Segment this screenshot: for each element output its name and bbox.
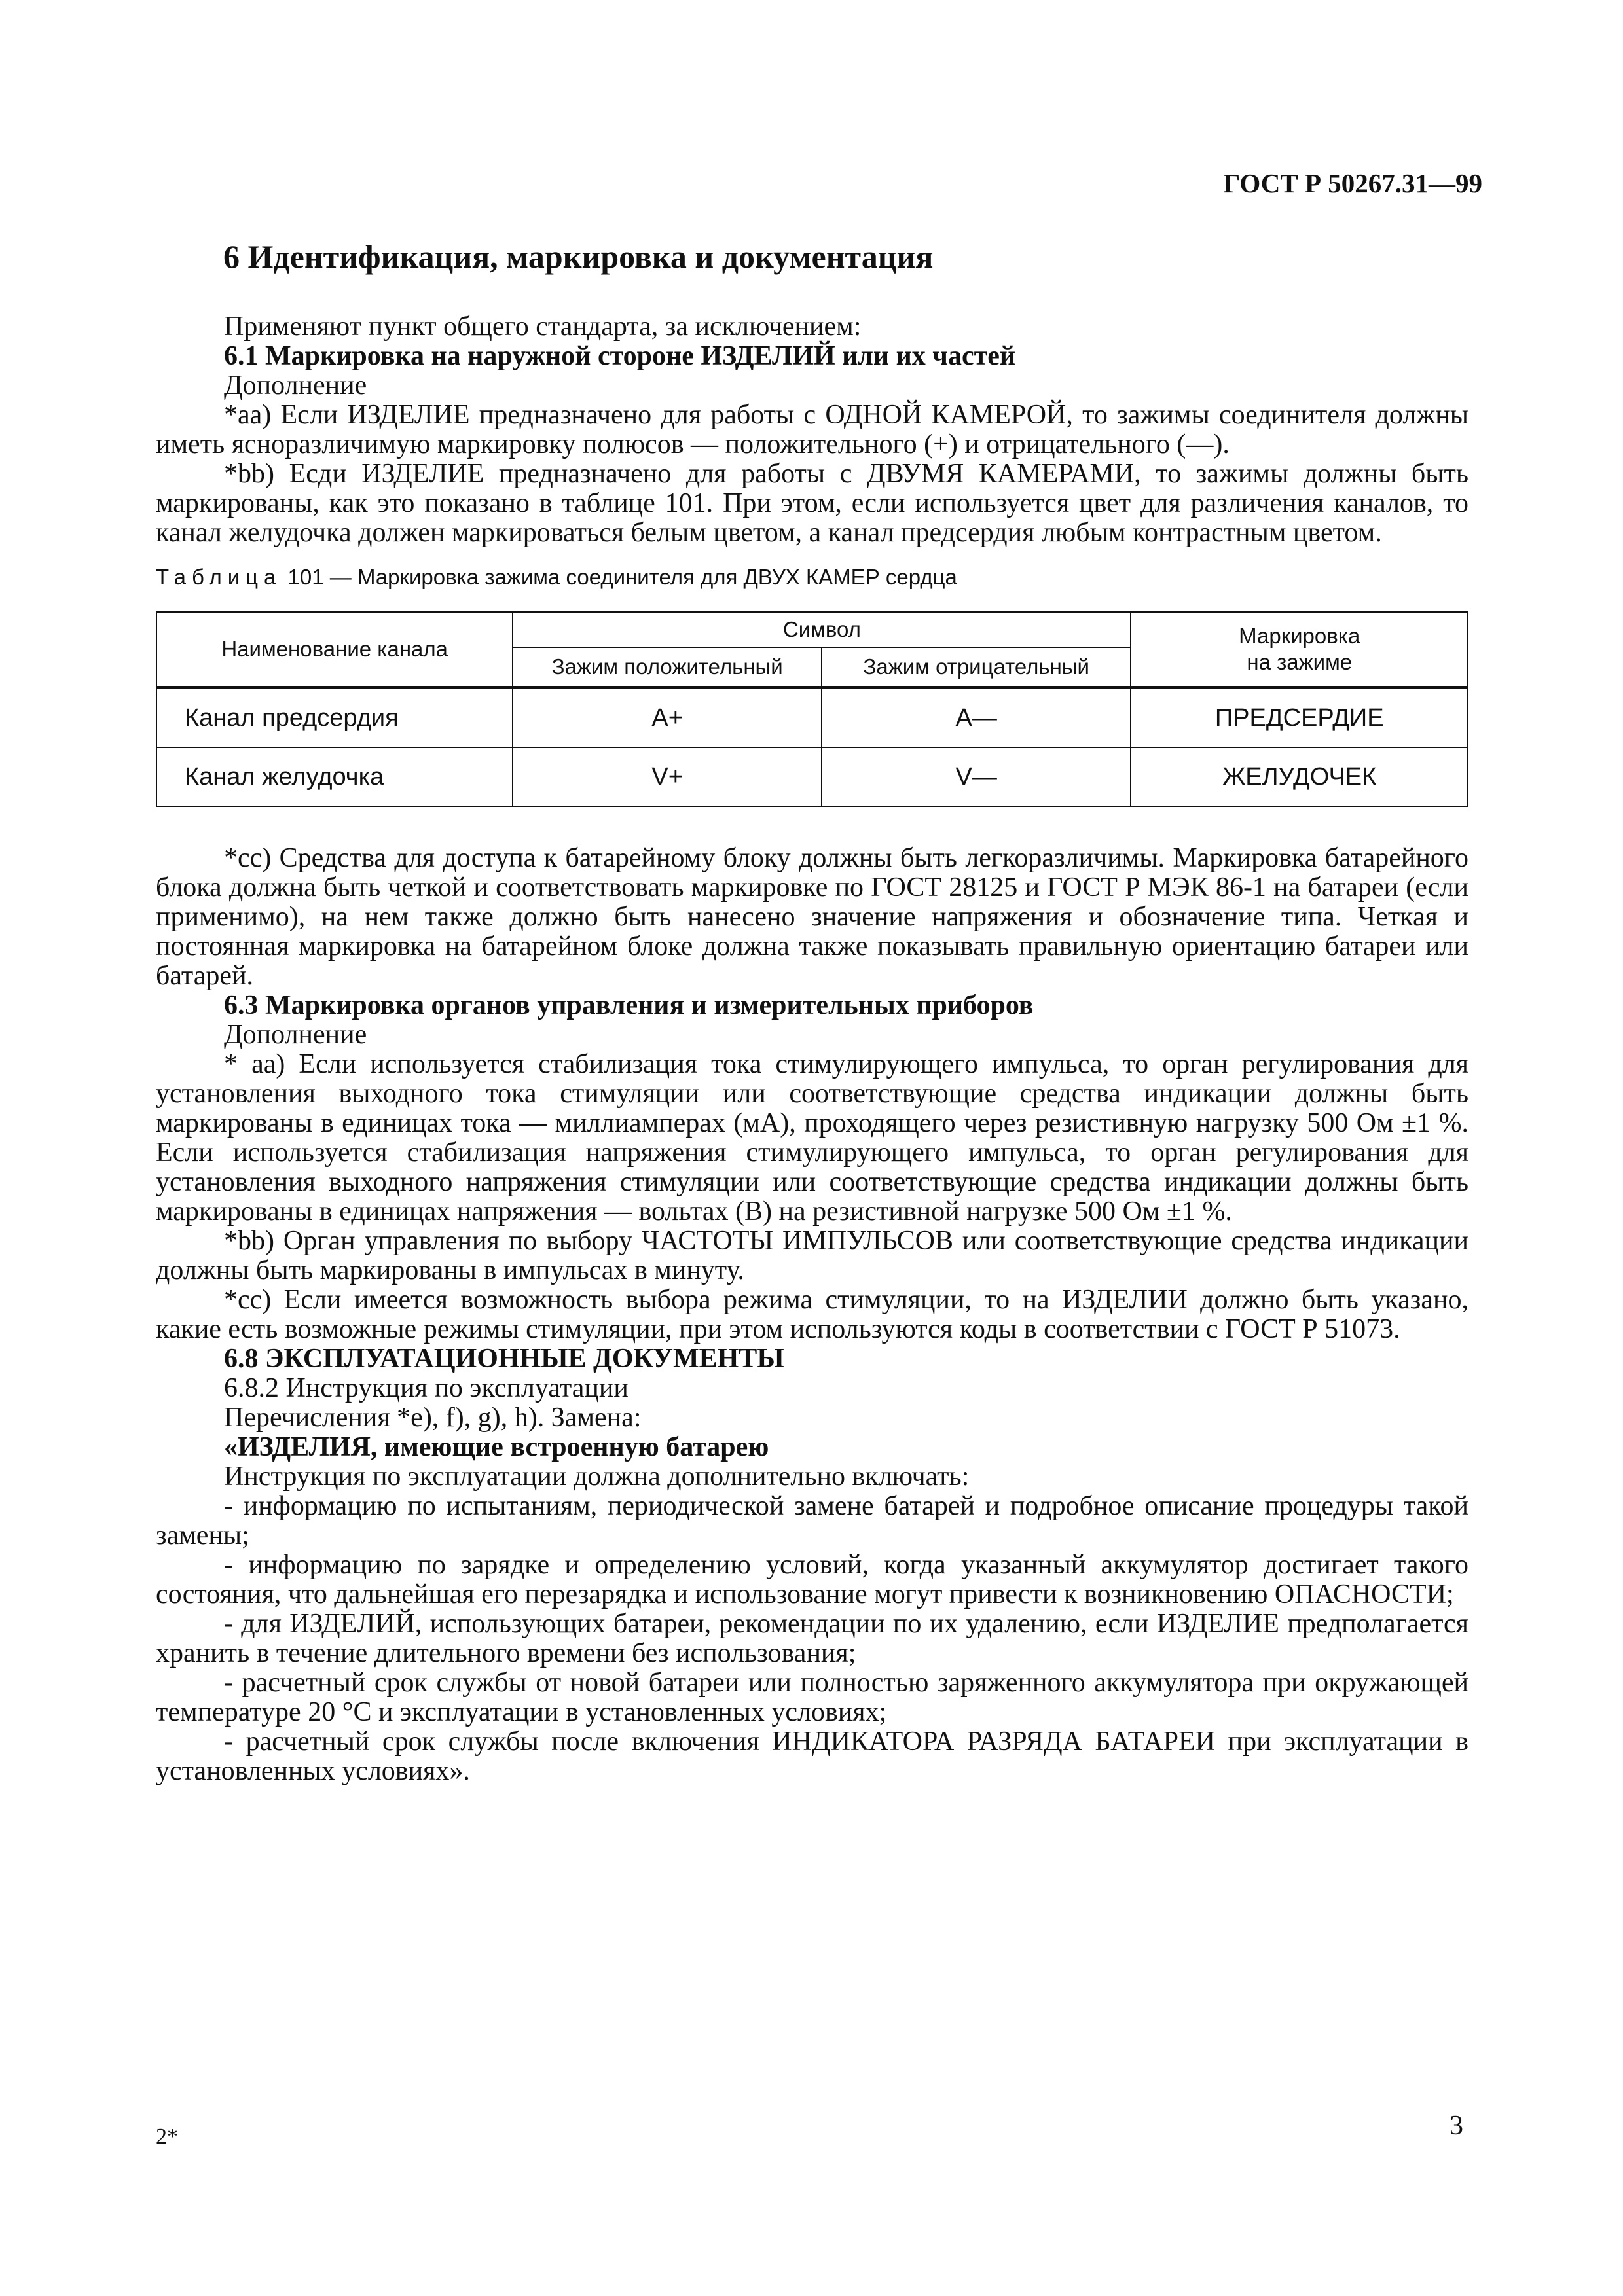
cell-channel: Канал желудочка xyxy=(156,747,513,806)
paragraph: - информацию по испытаниям, периодической замене батарей и подробное описание процедуры такой замены; xyxy=(156,1491,1468,1551)
table-caption-text: 101 — Маркировка зажима соединителя для ДВУХ КАМЕР сердца xyxy=(282,565,957,589)
table-caption-word: Таблица xyxy=(156,565,282,589)
cell-negative: V— xyxy=(822,747,1131,806)
paragraph: Перечисления *е), f), g), h). Замена: xyxy=(224,1403,642,1433)
paragraph: 6.8.2 Инструкция по эксплуатации xyxy=(224,1373,629,1403)
header-marking-line-2: на зажиме xyxy=(1247,650,1353,674)
paragraph: - расчетный срок службы после включения ИНДИКАТОРА РАЗРЯДА БАТАРЕИ при эксплуатации в установленных условиях». xyxy=(156,1727,1468,1786)
table-row xyxy=(156,688,1468,748)
paragraph: Применяют пункт общего стандарта, за исключением: xyxy=(224,312,862,342)
cell-positive: А+ xyxy=(513,688,822,748)
footer-sheet-mark: 2* xyxy=(156,2125,178,2149)
paragraph: * aa) Если используется стабилизация тока стимулирующего импульса, то орган регулирования для установления выходного тока стимуляции или соответствующие средства индикации должны быть маркированы в единицах тока — миллиамперах (мА), проходящего через резистивную нагрузку 500 Ом ±1 %. Если используется стабилизация напряжения стимулирующего импульса, то орган регулирования для установления выходного напряжения стимуляции или соответствующие средства индикации должны быть маркированы в единицах напряжения — вольтах (В) на резистивной нагрузке 500 Ом ±1 %. xyxy=(156,1049,1468,1227)
cell-marking: ПРЕДСЕРДИЕ xyxy=(1131,688,1468,748)
page-number: 3 xyxy=(1450,2111,1463,2141)
paragraph: *bb) Есди ИЗДЕЛИЕ предназначено для работы с ДВУМЯ КАМЕРАМИ, то зажимы должны быть маркированы, как это показано в таблице 101. При этом, если используется цвет для различения каналов, то канал желудочка должен маркироваться белым цветом, а канал предсердия любым контрастным цветом. xyxy=(156,459,1468,548)
paragraph: *bb) Орган управления по выбору ЧАСТОТЫ ИМПУЛЬСОВ или соответствующие средства индикации должны быть маркированы в импульсах в минуту. xyxy=(156,1226,1468,1285)
paragraph: «ИЗДЕЛИЯ, имеющие встроенную батарею xyxy=(224,1432,769,1462)
table-caption xyxy=(156,562,1468,592)
paragraph: Дополнение xyxy=(224,370,367,401)
paragraph-group-a xyxy=(156,312,1468,548)
header-channel-name: Наименование канала xyxy=(156,612,513,688)
paragraph: 6.1 Маркировка на наружной стороне ИЗДЕЛИЙ или их частей xyxy=(224,341,1016,371)
page-content xyxy=(156,238,1468,1786)
header-symbol: Символ xyxy=(513,612,1131,647)
paragraph: Дополнение xyxy=(224,1020,367,1050)
paragraph: - для ИЗДЕЛИЙ, использующих батареи, рекомендации по их удалению, если ИЗДЕЛИЕ предполагается хранить в течение длительного времени без использования; xyxy=(156,1609,1468,1668)
paragraph: 6.8 ЭКСПЛУАТАЦИОННЫЕ ДОКУМЕНТЫ xyxy=(224,1344,784,1374)
cell-positive: V+ xyxy=(513,747,822,806)
paragraph: - расчетный срок службы от новой батареи или полностью заряженного аккумулятора при окружающей температуре 20 °С и эксплуатации в установленных условиях; xyxy=(156,1668,1468,1727)
cell-channel: Канал предсердия xyxy=(156,688,513,748)
paragraph: *cc) Если имеется возможность выбора режима стимуляции, то на ИЗДЕЛИИ должно быть указано, какие есть возможные режимы стимуляции, при этом используются коды в соответствии с ГОСТ Р 51073. xyxy=(156,1285,1468,1344)
marking-table xyxy=(156,611,1468,807)
paragraph: - информацию по зарядке и определению условий, когда указанный аккумулятор достигает такого состояния, что дальнейшая его перезарядка и использование могут привести к возникновению ОПАСНОСТИ; xyxy=(156,1550,1468,1609)
section-title: 6 Идентификация, маркировка и документация xyxy=(223,238,934,275)
document-id-header: ГОСТ Р 50267.31—99 xyxy=(1223,168,1482,198)
paragraph: Инструкция по эксплуатации должна дополнительно включать: xyxy=(224,1462,970,1492)
paragraph: *cc) Средства для доступа к батарейному блоку должны быть легкоразличимы. Маркировка батарейного блока должна быть четкой и соответствовать маркировке по ГОСТ 28125 и ГОСТ Р МЭК 86-1 на батареи (если применимо), на нем также должно быть нанесено значение напряжения и обозначение типа. Четкая и постоянная маркировка на батарейном блоке должна также показывать правильную ориентацию батареи или батарей. xyxy=(156,843,1468,991)
cell-marking: ЖЕЛУДОЧЕК xyxy=(1131,747,1468,806)
table-row xyxy=(156,747,1468,806)
header-negative-terminal: Зажим отрицательный xyxy=(822,647,1131,688)
header-positive-terminal: Зажим положительный xyxy=(513,647,822,688)
cell-negative: А— xyxy=(822,688,1131,748)
header-marking xyxy=(1131,612,1468,688)
paragraph: 6.3 Маркировка органов управления и измерительных приборов xyxy=(224,990,1034,1020)
paragraph: *aa) Если ИЗДЕЛИЕ предназначено для работы с ОДНОЙ КАМЕРОЙ, то зажимы соединителя должны иметь ясноразличимую маркировку полюсов — положительного (+) и отрицательного (—). xyxy=(156,400,1468,459)
header-marking-line-1: Маркировка xyxy=(1239,624,1360,648)
paragraph-group-b xyxy=(156,844,1468,1786)
